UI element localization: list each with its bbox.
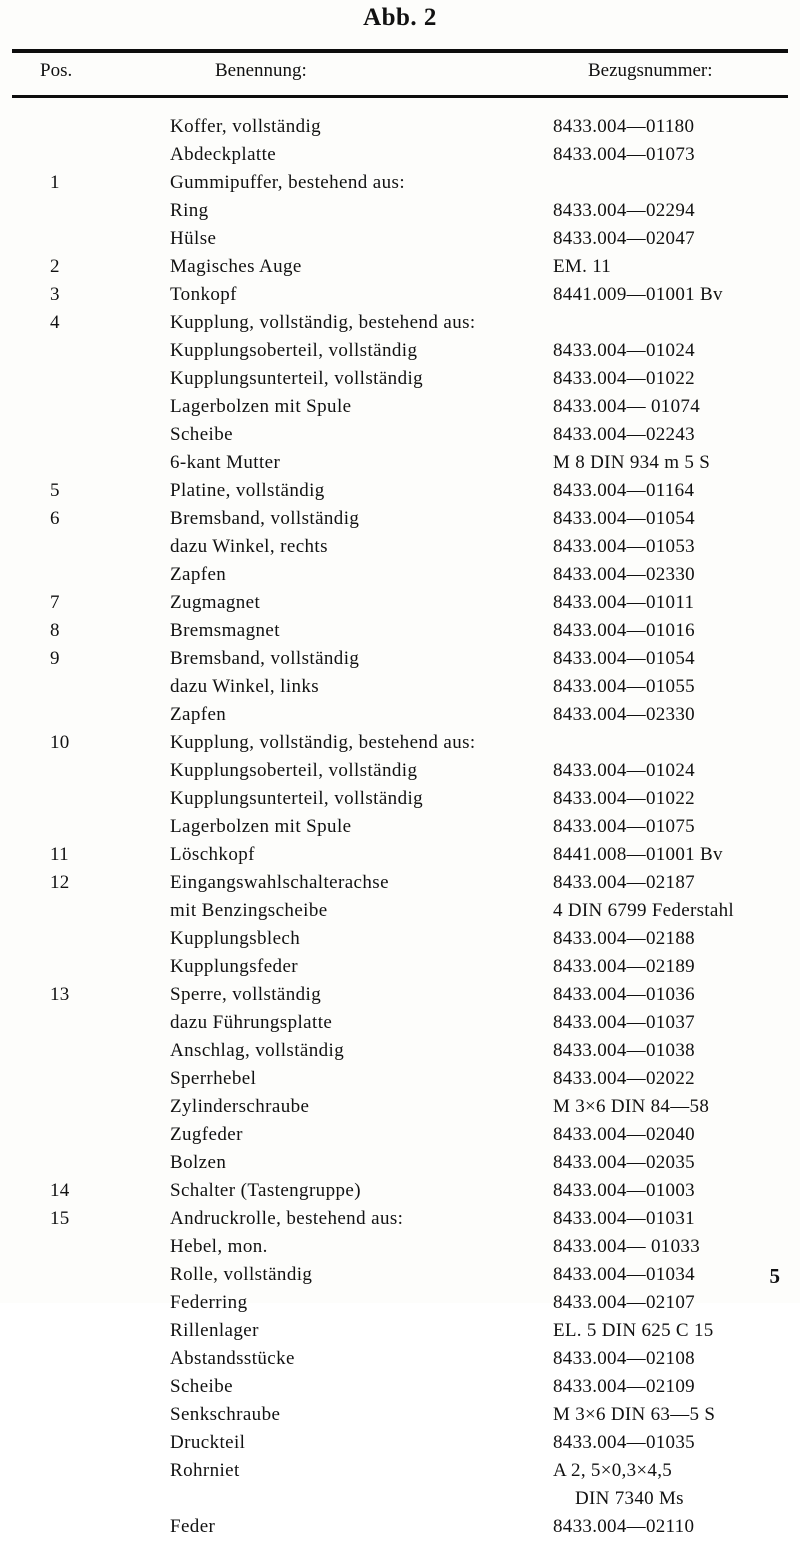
cell-reference-number: 8433.004—01037 [553,1012,695,1033]
cell-designation: Löschkopf [170,844,255,865]
cell-position: 11 [50,844,69,865]
cell-designation: Andruckrolle, bestehend aus: [170,1208,404,1229]
table-row [0,337,800,365]
table-row [0,1065,800,1093]
cell-designation: Hebel, mon. [170,1236,268,1257]
cell-position: 14 [50,1180,70,1201]
table-row [0,197,800,225]
cell-reference-number: EM. 11 [553,256,612,277]
cell-designation: Scheibe [170,424,233,445]
table-row [0,981,800,1009]
cell-reference-number: 8433.004—02108 [553,1348,695,1369]
cell-position: 12 [50,872,70,893]
table-top-rule [12,49,788,53]
cell-designation: Ring [170,200,209,221]
cell-designation: Schalter (Tastengruppe) [170,1180,361,1201]
cell-reference-number: 8433.004—02188 [553,928,695,949]
table-row [0,225,800,253]
cell-reference-number: 8441.008—01001 Bv [553,844,723,865]
table-row [0,1149,800,1177]
cell-reference-number: 8433.004— 01033 [553,1236,700,1257]
cell-position: 4 [50,312,60,333]
cell-reference-number: 8433.004—01180 [553,116,695,137]
table-row [0,477,800,505]
table-row [0,897,800,925]
cell-position: 2 [50,256,60,277]
table-row [0,449,800,477]
cell-reference-number: 8433.004—01073 [553,144,695,165]
cell-designation: Lagerbolzen mit Spule [170,816,352,837]
cell-position: 8 [50,620,60,641]
cell-designation: Rohrniet [170,1460,240,1481]
table-row [0,113,800,141]
cell-reference-number: 8433.004—02243 [553,424,695,445]
cell-reference-number: EL. 5 DIN 625 C 15 [553,1320,714,1341]
table-row [0,169,800,197]
table-row [0,869,800,897]
figure-title: Abb. 2 [363,4,437,31]
cell-designation: Zugfeder [170,1124,243,1145]
cell-reference-number: 8433.004—02189 [553,956,695,977]
table-row [0,1429,800,1457]
cell-reference-number: 8433.004—01075 [553,816,695,837]
table-row [0,533,800,561]
cell-reference-number: M 8 DIN 934 m 5 S [553,452,711,473]
cell-reference-number: 8433.004—01031 [553,1208,695,1229]
table-row [0,1205,800,1233]
table-row [0,617,800,645]
cell-designation: Senkschraube [170,1404,281,1425]
table-row [0,1401,800,1429]
table-row [0,841,800,869]
cell-position: 10 [50,732,70,753]
cell-reference-number: 8433.004—01054 [553,648,695,669]
cell-reference-number: 8433.004—01164 [553,480,695,501]
cell-designation: Kupplungsoberteil, vollständig [170,760,418,781]
cell-designation: Tonkopf [170,284,237,305]
table-row [0,813,800,841]
cell-reference-number: 8433.004—02330 [553,704,695,725]
cell-designation: Rolle, vollständig [170,1264,313,1285]
table-row [0,281,800,309]
cell-reference-number: 8433.004—02035 [553,1152,695,1173]
cell-reference-number: 8433.004—01016 [553,620,695,641]
cell-designation: Kupplungsunterteil, vollständig [170,788,424,809]
cell-reference-number: 8433.004—02022 [553,1068,695,1089]
cell-position: 6 [50,508,60,529]
table-row [0,589,800,617]
table-row [0,1121,800,1149]
cell-reference-number: 8433.004—01035 [553,1432,695,1453]
cell-reference-number: 8433.004—01036 [553,984,695,1005]
cell-reference-number: 8433.004—01038 [553,1040,695,1061]
table-header-row [0,60,800,92]
cell-designation: Sperrhebel [170,1068,257,1089]
cell-reference-number: 8441.009—01001 Bv [553,284,723,305]
cell-reference-number: 8433.004—02330 [553,564,695,585]
cell-designation: Zapfen [170,564,227,585]
table-row [0,785,800,813]
cell-reference-number: 8433.004—01022 [553,788,695,809]
cell-designation: Zylinderschraube [170,1096,310,1117]
cell-designation: 6-kant Mutter [170,452,281,473]
cell-designation: Eingangswahlschalterachse [170,872,389,893]
cell-designation: Zapfen [170,704,227,725]
parts-table [0,113,800,1541]
cell-position: 15 [50,1208,70,1229]
cell-designation: Platine, vollständig [170,480,325,501]
cell-designation: Kupplungsoberteil, vollständig [170,340,418,361]
column-header-reference: Bezugsnummer: [588,60,713,81]
cell-reference-number: DIN 7340 Ms [575,1488,684,1509]
cell-designation: Bolzen [170,1152,227,1173]
table-row [0,925,800,953]
table-row [0,1261,800,1289]
cell-reference-number: 8433.004—02110 [553,1516,695,1537]
cell-designation: Anschlag, vollständig [170,1040,345,1061]
table-row [0,141,800,169]
table-row [0,421,800,449]
cell-designation: Rillenlager [170,1320,259,1341]
table-row [0,729,800,757]
cell-designation: Bremsmagnet [170,620,280,641]
table-row [0,953,800,981]
cell-position: 9 [50,648,60,669]
column-header-designation: Benennung: [215,60,307,81]
cell-designation: Kupplungsblech [170,928,301,949]
cell-reference-number: 8433.004—01055 [553,676,695,697]
cell-designation: Kupplung, vollständig, bestehend aus: [170,732,476,753]
table-row [0,1177,800,1205]
cell-designation: Feder [170,1516,216,1537]
table-row [0,645,800,673]
cell-reference-number: 8433.004—01034 [553,1264,695,1285]
cell-reference-number: 8433.004—02107 [553,1292,695,1313]
table-row [0,1037,800,1065]
cell-designation: Bremsband, vollständig [170,648,360,669]
table-row [0,757,800,785]
cell-designation: Kupplungsunterteil, vollständig [170,368,424,389]
cell-reference-number: 8433.004—01024 [553,340,695,361]
cell-position: 7 [50,592,60,613]
cell-reference-number: M 3×6 DIN 84—58 [553,1096,710,1117]
cell-designation: dazu Winkel, rechts [170,536,328,557]
table-row [0,393,800,421]
cell-reference-number: 8433.004—01053 [553,536,695,557]
column-header-position: Pos. [40,60,73,81]
cell-reference-number: 8433.004—01011 [553,592,695,613]
cell-reference-number: 8433.004—02109 [553,1376,695,1397]
page-number: 5 [769,1264,780,1288]
cell-position: 5 [50,480,60,501]
cell-designation: Druckteil [170,1432,246,1453]
cell-designation: Kupplung, vollständig, bestehend aus: [170,312,476,333]
cell-reference-number: 8433.004—02294 [553,200,695,221]
cell-reference-number: 8433.004—01003 [553,1180,695,1201]
table-row [0,673,800,701]
table-row [0,561,800,589]
cell-designation: Koffer, vollständig [170,116,322,137]
cell-reference-number: 8433.004— 01074 [553,396,700,417]
table-row [0,1233,800,1261]
table-row [0,701,800,729]
cell-reference-number: 8433.004—01054 [553,508,695,529]
cell-reference-number: 4 DIN 6799 Federstahl [553,900,734,921]
cell-reference-number: M 3×6 DIN 63—5 S [553,1404,716,1425]
table-row [0,1513,800,1541]
table-row [0,1009,800,1037]
cell-designation: mit Benzingscheibe [170,900,328,921]
table-row [0,1485,800,1513]
table-row [0,1373,800,1401]
cell-position: 13 [50,984,70,1005]
cell-designation: Gummipuffer, bestehend aus: [170,172,405,193]
cell-reference-number: 8433.004—01024 [553,760,695,781]
table-header-rule [12,95,788,98]
table-row [0,1317,800,1345]
cell-designation: Zugmagnet [170,592,261,613]
table-row [0,1093,800,1121]
cell-designation: Federring [170,1292,248,1313]
cell-reference-number: 8433.004—01022 [553,368,695,389]
table-row [0,1345,800,1373]
cell-reference-number: 8433.004—02047 [553,228,695,249]
cell-position: 1 [50,172,60,193]
cell-designation: Magisches Auge [170,256,302,277]
cell-designation: Lagerbolzen mit Spule [170,396,352,417]
cell-reference-number: 8433.004—02040 [553,1124,695,1145]
cell-designation: dazu Führungsplatte [170,1012,333,1033]
cell-designation: Abstandsstücke [170,1348,295,1369]
cell-designation: Sperre, vollständig [170,984,322,1005]
table-row [0,309,800,337]
cell-designation: Abdeckplatte [170,144,277,165]
table-row [0,505,800,533]
cell-position: 3 [50,284,60,305]
cell-designation: Bremsband, vollständig [170,508,360,529]
cell-reference-number: A 2, 5×0,3×4,5 [553,1460,673,1481]
cell-designation: dazu Winkel, links [170,676,320,697]
table-row [0,1289,800,1317]
cell-designation: Scheibe [170,1376,233,1397]
table-row [0,1457,800,1485]
cell-designation: Kupplungsfeder [170,956,299,977]
cell-reference-number: 8433.004—02187 [553,872,695,893]
cell-designation: Hülse [170,228,217,249]
table-row [0,253,800,281]
table-row [0,365,800,393]
